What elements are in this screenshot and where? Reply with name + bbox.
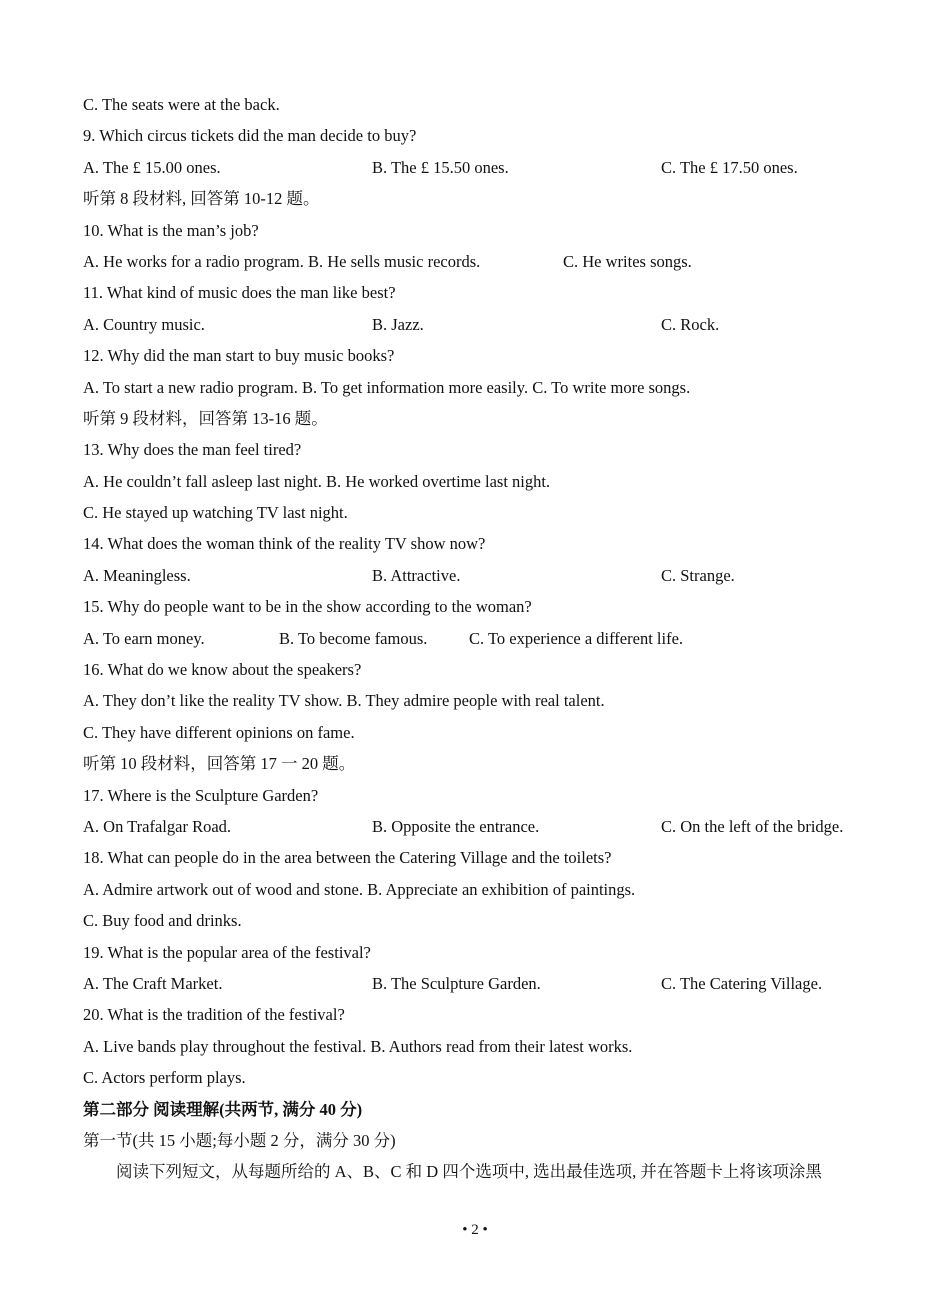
section-heading-9: 听第 9 段材料，回答第 13-16 题。: [83, 408, 328, 428]
exam-page: [83, 89, 883, 1188]
option-a: A. Meaningless.: [83, 565, 191, 585]
question-20: 20. What is the tradition of the festival?: [83, 1005, 345, 1025]
question-15: 15. Why do people want to be in the show according to the woman?: [83, 597, 532, 617]
option-c: C. They have different opinions on fame.: [83, 722, 355, 742]
option-b: B. Jazz.: [372, 314, 424, 334]
section-heading-10: 听第 10 段材料，回答第 17 一 20 题。: [83, 754, 356, 774]
option-c: C. The £ 17.50 ones.: [661, 157, 798, 177]
options-row: A. To start a new radio program. B. To get information more easily. C. To write more songs.: [83, 377, 691, 397]
options-row: [83, 968, 883, 999]
section-subheading: 第一节(共 15 小题;每小题 2 分，满分 30 分): [83, 1130, 396, 1150]
question-12: 12. Why did the man start to buy music books?: [83, 346, 395, 366]
options-row: [83, 811, 883, 842]
option-c: C. Actors perform plays.: [83, 1068, 246, 1088]
question-16: 16. What do we know about the speakers?: [83, 660, 362, 680]
option-b: B. Opposite the entrance.: [372, 816, 540, 836]
option-a: A. On Trafalgar Road.: [83, 816, 232, 836]
option-a: A. Country music.: [83, 314, 205, 334]
question-10: 10. What is the man’s job?: [83, 220, 259, 240]
options-row: A. Admire artwork out of wood and stone. B. Appreciate an exhibition of paintings.: [83, 879, 636, 899]
section-heading-8: 听第 8 段材料, 回答第 10-12 题。: [83, 189, 320, 209]
option-a: A. The £ 15.00 ones.: [83, 157, 221, 177]
page-number: • 2 •: [462, 1222, 488, 1238]
question-18: 18. What can people do in the area between the Catering Village and the toilets?: [83, 848, 612, 868]
option-c: C. Rock.: [661, 314, 720, 334]
options-row: A. They don’t like the reality TV show. B. They admire people with real talent.: [83, 691, 605, 711]
question-19: 19. What is the popular area of the festival?: [83, 942, 371, 962]
option-a-b: A. He works for a radio program. B. He sells music records.: [83, 251, 481, 271]
option-c: C. To experience a different life.: [469, 628, 684, 648]
option-c: C. The Catering Village.: [661, 973, 823, 993]
option-c: C. He stayed up watching TV last night.: [83, 503, 348, 523]
question-17: 17. Where is the Sculpture Garden?: [83, 785, 319, 805]
option-c: C. Buy food and drinks.: [83, 911, 242, 931]
option-c: C. He writes songs.: [563, 251, 692, 271]
options-row: [83, 309, 883, 340]
option-b: B. The £ 15.50 ones.: [372, 157, 509, 177]
option-b: B. The Sculpture Garden.: [372, 973, 541, 993]
option-c: C. On the left of the bridge.: [661, 816, 844, 836]
question-14: 14. What does the woman think of the reality TV show now?: [83, 534, 486, 554]
options-row: [83, 623, 883, 654]
question-13: 13. Why does the man feel tired?: [83, 440, 302, 460]
option-b: B. Attractive.: [372, 565, 461, 585]
options-row: [83, 560, 883, 591]
option-a: A. The Craft Market.: [83, 973, 223, 993]
part-heading: 第二部分 阅读理解(共两节, 满分 40 分): [83, 1099, 363, 1119]
option-b: B. To become famous.: [279, 628, 428, 648]
options-row: [83, 246, 883, 277]
instruction-paragraph: 阅读下列短文，从每题所给的 A、B、C 和 D 四个选项中, 选出最佳选项, 并在答题卡上将该项涂黑: [116, 1162, 822, 1182]
options-row: A. He couldn’t fall asleep last night. B. He worked overtime last night.: [83, 471, 551, 491]
answer-option: C. The seats were at the back.: [83, 95, 280, 114]
question-11: 11. What kind of music does the man like best?: [83, 283, 396, 303]
options-row: A. Live bands play throughout the festival. B. Authors read from their latest works.: [83, 1036, 633, 1056]
question-9: 9. Which circus tickets did the man decide to buy?: [83, 126, 417, 146]
options-row: [83, 152, 883, 183]
option-a: A. To earn money.: [83, 628, 205, 648]
option-c: C. Strange.: [661, 565, 735, 585]
